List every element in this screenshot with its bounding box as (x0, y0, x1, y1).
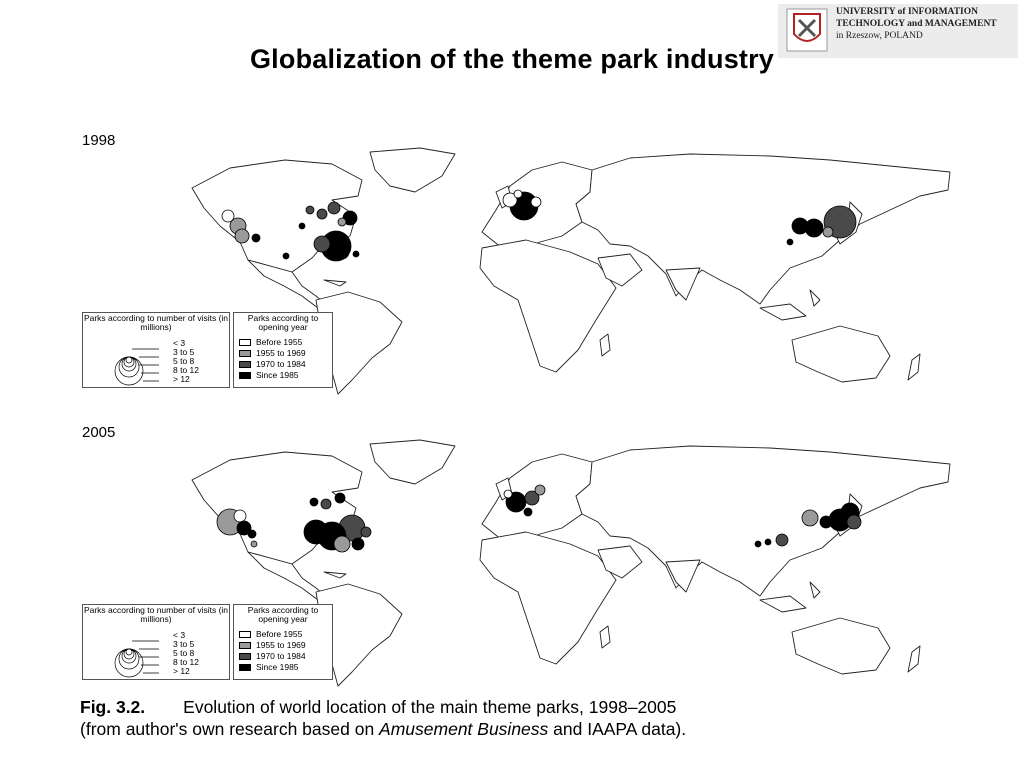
swatch-since-1985 (239, 372, 251, 379)
madagascar-shape (600, 334, 610, 356)
park-marker (334, 536, 350, 552)
park-marker (361, 527, 371, 537)
park-marker (234, 510, 246, 522)
caption-source-italic: Amusement Business (379, 719, 549, 739)
legend-visits-item-5: > 12 (173, 666, 190, 676)
legend-visits-item-2: 3 to 5 (173, 639, 195, 649)
park-marker (317, 209, 327, 219)
swatch-1970-1984 (239, 361, 251, 368)
park-marker (306, 206, 314, 214)
park-marker (823, 227, 833, 237)
park-marker (251, 541, 257, 547)
legend-year (233, 604, 333, 680)
philippines-shape (810, 290, 820, 306)
park-marker (820, 516, 832, 528)
legend-year-item-4: Since 1985 (256, 370, 299, 380)
park-marker (765, 539, 771, 545)
park-marker (847, 515, 861, 529)
caption-line-2b: and IAAPA data). (548, 719, 687, 739)
park-marker (792, 218, 808, 234)
swatch-1955-1969 (239, 642, 251, 649)
park-marker (335, 493, 345, 503)
asia-shape (576, 154, 950, 304)
map-1998-year-label: 1998 (82, 132, 116, 149)
legend-year-item-2: 1955 to 1969 (256, 348, 306, 358)
swatch-1970-1984 (239, 653, 251, 660)
map-2005-year-label: 2005 (82, 424, 116, 441)
park-marker (524, 508, 532, 516)
park-marker (787, 239, 793, 245)
australia-shape (792, 326, 890, 382)
legend-visits-item-2: 3 to 5 (173, 347, 195, 357)
caption-line-2a: (from author's own research based on (80, 719, 380, 739)
park-marker (338, 218, 346, 226)
legend-year-title: Parks according to opening year (247, 313, 319, 332)
logo-line-2: TECHNOLOGY and MANAGEMENT (836, 19, 997, 29)
legend-year-item-3: 1970 to 1984 (256, 359, 306, 369)
caption-line-1: Evolution of world location of the main theme parks, 1998–2005 (183, 697, 677, 717)
new-zealand-shape (908, 646, 920, 672)
map-1998 (70, 140, 970, 400)
slide-title: Globalization of the theme park industry (249, 44, 775, 74)
park-marker (755, 541, 761, 547)
figure-number: Fig. 3.2. (80, 697, 146, 717)
park-marker (248, 530, 256, 538)
legend-year (233, 312, 333, 388)
park-marker (252, 234, 260, 242)
legend-year-item-2: 1955 to 1969 (256, 640, 306, 650)
park-marker (328, 202, 340, 214)
legend-year-item-3: 1970 to 1984 (256, 651, 306, 661)
legend-visits-item-3: 5 to 8 (173, 648, 195, 658)
size-circles-icon (89, 331, 169, 387)
indonesia-shape (760, 304, 806, 320)
legend-visits-item-1: < 3 (173, 338, 186, 348)
park-marker (310, 498, 318, 506)
park-marker (535, 485, 545, 495)
legend-visits-item-1: < 3 (173, 630, 186, 640)
park-marker (283, 253, 289, 259)
swatch-1955-1969 (239, 350, 251, 357)
greenland-shape (370, 440, 455, 484)
africa-shape (480, 240, 616, 372)
legend-visits (82, 604, 230, 680)
park-marker (802, 510, 818, 526)
new-zealand-shape (908, 354, 920, 380)
africa-shape (480, 532, 616, 664)
asia-shape (576, 446, 950, 596)
swatch-before-1955 (239, 339, 251, 346)
park-marker (299, 223, 305, 229)
legend-visits-item-3: 5 to 8 (173, 356, 195, 366)
legend-visits-item-4: 8 to 12 (173, 365, 199, 375)
swatch-before-1955 (239, 631, 251, 638)
figure-caption (80, 696, 686, 740)
caribbean-shape (324, 280, 346, 286)
logo-line-1: UNIVERSITY of INFORMATION (836, 7, 978, 17)
logo-line-3: in Rzeszow, POLAND (836, 31, 923, 41)
park-marker (514, 190, 522, 198)
greenland-shape (370, 148, 455, 192)
legend-visits-title: Parks according to number of visits (in millions) (83, 313, 229, 332)
legend-year-item-1: Before 1955 (256, 629, 303, 639)
legend-visits (82, 312, 230, 388)
park-marker (321, 499, 331, 509)
park-marker (531, 197, 541, 207)
legend-visits-item-4: 8 to 12 (173, 657, 199, 667)
map-2005 (70, 432, 970, 692)
swatch-since-1985 (239, 664, 251, 671)
legend-visits-title: Parks according to number of visits (in millions) (83, 605, 229, 624)
indonesia-shape (760, 596, 806, 612)
caribbean-shape (324, 572, 346, 578)
park-marker (353, 251, 359, 257)
size-circles-icon (89, 623, 169, 679)
legend-year-title: Parks according to opening year (247, 605, 319, 624)
madagascar-shape (600, 626, 610, 648)
legend-visits-item-5: > 12 (173, 374, 190, 384)
australia-shape (792, 618, 890, 674)
park-marker (504, 490, 512, 498)
legend-year-item-1: Before 1955 (256, 337, 303, 347)
park-marker (314, 236, 330, 252)
legend-year-item-4: Since 1985 (256, 662, 299, 672)
philippines-shape (810, 582, 820, 598)
park-marker (776, 534, 788, 546)
park-marker (235, 229, 249, 243)
park-marker (352, 538, 364, 550)
park-marker (335, 245, 349, 259)
